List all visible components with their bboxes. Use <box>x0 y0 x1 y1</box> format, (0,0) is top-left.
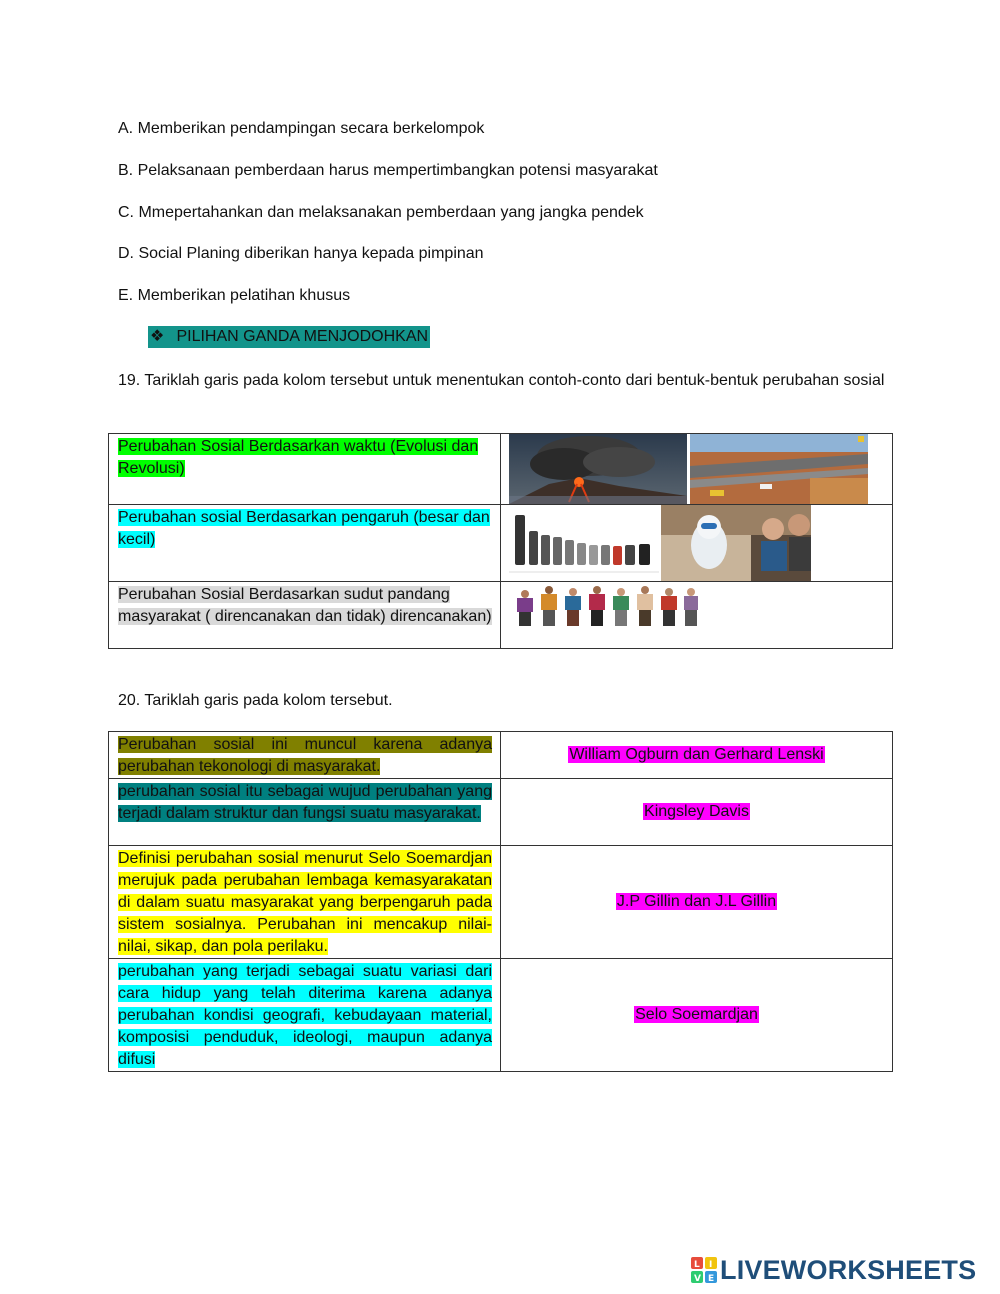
q20-name-1: William Ogburn dan Gerhard Lenski <box>569 746 824 763</box>
liveworksheets-brand <box>691 1255 976 1285</box>
q20-name-cell <box>501 846 893 959</box>
svg-text:I: I <box>709 1260 713 1270</box>
table-row <box>109 505 893 582</box>
mobile-phones-evolution-image <box>509 505 659 581</box>
robot-cafe-image <box>661 505 811 581</box>
q20-name-cell <box>501 959 893 1072</box>
q20-name-2: Kingsley Davis <box>644 803 749 820</box>
option-d: D. Social Planing diberikan hanya kepada pimpinan <box>118 245 484 262</box>
q19-image-cell <box>501 582 893 649</box>
q20-definition-cell <box>109 732 501 779</box>
q19-label-cell <box>109 505 501 582</box>
table-row <box>109 846 893 959</box>
q20-name-3: J.P Gillin dan J.L Gillin <box>616 893 777 910</box>
q19-label-3: Perubahan Sosial Berdasarkan sudut pandang masyarakat ( direncanakan dan tidak) direncanakan) <box>118 586 492 625</box>
diamond-bullet-icon: ❖ <box>150 328 165 345</box>
table-row <box>109 732 893 779</box>
q20-definition-3: Definisi perubahan sosial menurut Selo Soemardjan merujuk pada perubahan lembaga kemasyarakatan di dalam suatu masyarakat yang berpengaruh pada sistem sosialnya. Perubahan ini mencakup nilai-nilai, sikap, dan pola perilaku. <box>118 850 492 955</box>
brand-text: LIVEWORKSHEETS <box>720 1255 977 1285</box>
question-19-prompt: 19. Tariklah garis pada kolom tersebut untuk menentukan contoh-conto dari bentuk-bentuk perubahan sosial <box>118 372 885 389</box>
q20-definition-1: Perubahan sosial ini muncul karena adanya perubahan tekonologi di masyarakat. <box>118 736 492 775</box>
q20-definition-2: perubahan sosial itu sebagai wujud perubahan yang terjadi dalam struktur dan fungsi suatu masyarakat. <box>118 783 492 822</box>
q19-label-cell <box>109 434 501 505</box>
svg-text:L: L <box>694 1260 700 1270</box>
liveworksheets-logo-icon <box>691 1257 717 1283</box>
q20-name-4: Selo Soemardjan <box>635 1006 758 1023</box>
q20-name-cell <box>501 779 893 846</box>
option-b: B. Pelaksanaan pemberdaan harus mempertimbangkan potensi masyarakat <box>118 162 658 179</box>
option-a: A. Memberikan pendampingan secara berkelompok <box>118 120 485 137</box>
q20-definition-cell <box>109 779 501 846</box>
table-row <box>109 959 893 1072</box>
construction-site-image <box>690 434 868 504</box>
q19-label-2: Perubahan sosial Berdasarkan pengaruh (besar dan kecil) <box>118 509 490 548</box>
svg-text:E: E <box>708 1274 715 1283</box>
section-heading-text: PILIHAN GANDA MENJODOHKAN <box>176 328 429 345</box>
svg-text:V: V <box>694 1274 701 1283</box>
q20-definition-4: perubahan yang terjadi sebagai suatu variasi dari cara hidup yang telah diterima karena adanya perubahan kondisi geografi, kebudayaan material, komposisi penduduk, ideologi, maupun adanya difusi <box>118 963 492 1068</box>
q20-definition-cell <box>109 846 501 959</box>
table-row <box>109 582 893 649</box>
q19-label-cell <box>109 582 501 649</box>
q19-image-cell <box>501 505 893 582</box>
fashion-models-image <box>511 582 701 630</box>
q19-label-1: Perubahan Sosial Berdasarkan waktu (Evolusi dan Revolusi) <box>118 438 479 477</box>
volcano-eruption-image <box>509 434 687 504</box>
q20-definition-cell <box>109 959 501 1072</box>
option-e: E. Memberikan pelatihan khusus <box>118 287 351 304</box>
question-19-table <box>108 433 893 649</box>
table-row <box>109 434 893 505</box>
table-row <box>109 779 893 846</box>
section-heading <box>148 326 430 348</box>
q20-name-cell <box>501 732 893 779</box>
option-c: C. Mmepertahankan dan melaksanakan pemberdaan yang jangka pendek <box>118 204 644 221</box>
question-20-prompt: 20. Tariklah garis pada kolom tersebut. <box>118 692 393 709</box>
question-20-table <box>108 731 893 1072</box>
q19-image-cell <box>501 434 893 505</box>
